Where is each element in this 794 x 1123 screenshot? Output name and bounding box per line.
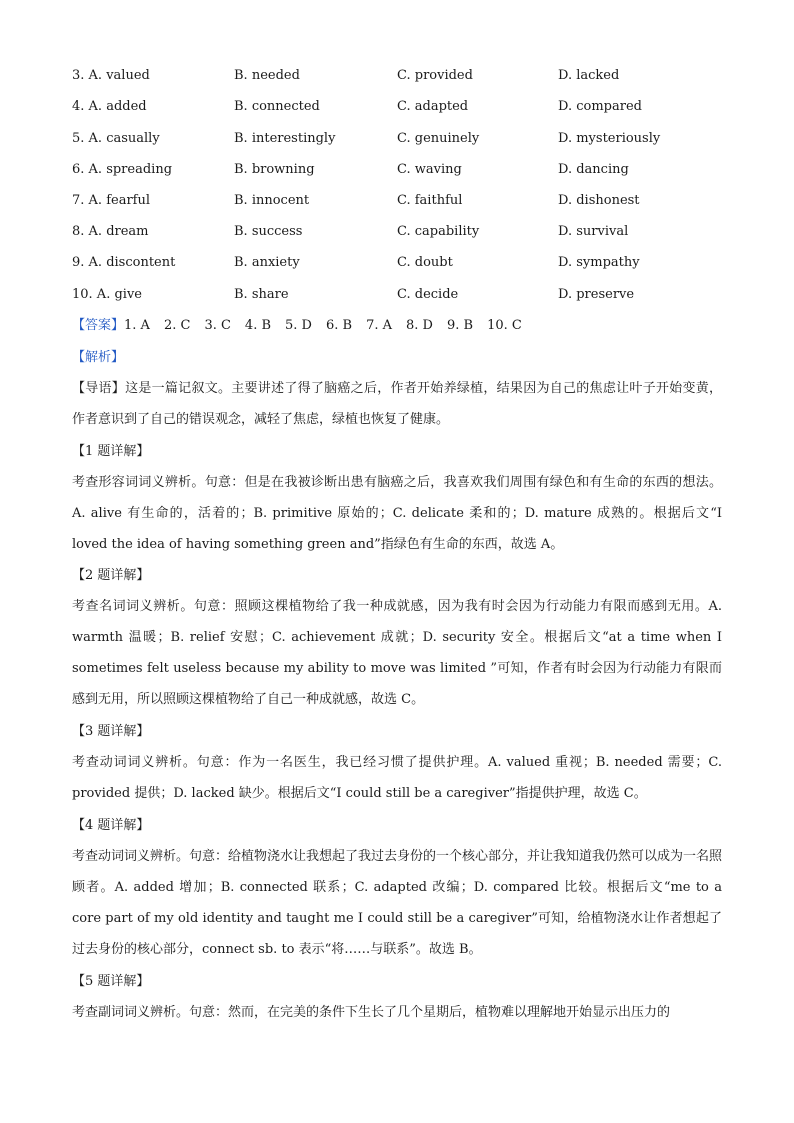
analysis-tag: 【解析】 (72, 350, 125, 365)
detail-text: 考查副词词义辨析。句意：然而，在完美的条件下生长了几个星期后，植物难以理解地开始显示出压力的 (72, 1005, 671, 1020)
answer-item: 8. D (406, 318, 433, 333)
detail-tag: 【5 题详解】 (72, 974, 150, 989)
detail-heading (72, 560, 722, 591)
option-b: B. anxiety (234, 255, 300, 270)
detail-paragraph (72, 997, 722, 1028)
option-row (72, 160, 732, 180)
option-c: C. capability (397, 224, 480, 239)
answer-item: 2. C (163, 318, 191, 333)
option-row (72, 66, 732, 86)
detail-paragraph (72, 747, 722, 809)
detail-heading (72, 436, 722, 467)
answer-tag: 【答案】 (72, 318, 125, 333)
option-b: B. connected (234, 99, 320, 114)
analysis-heading (72, 342, 722, 373)
option-c: C. decide (397, 287, 459, 302)
intro-paragraph (72, 373, 722, 435)
detail-heading (72, 716, 722, 747)
option-a: 10. A. give (72, 287, 142, 302)
detail-heading (72, 810, 722, 841)
option-a: 9. A. discontent (72, 255, 176, 270)
option-b: B. share (234, 287, 289, 302)
intro-tag: 【导语】 (72, 381, 126, 396)
answer-item: 10. C (487, 318, 522, 333)
option-d: D. mysteriously (558, 131, 661, 146)
option-row (72, 222, 732, 242)
detail-text: 考查形容词词义辨析。句意：但是在我被诊断出患有脑癌之后，我喜欢我们周围有绿色和有生命的东西的想法。A. alive 有生命的，活着的；B. primitive 原始的；C. delicate 柔和的；D. mature 成熟的。根据后文“I loved the idea of having something green and”指绿色有生命的东西，故选 A。 (72, 475, 722, 552)
option-c: C. waving (397, 162, 462, 177)
option-row (72, 253, 732, 273)
option-row (72, 129, 732, 149)
option-row (72, 285, 732, 305)
option-a: 6. A. spreading (72, 162, 173, 177)
option-c: C. doubt (397, 255, 453, 270)
option-a: 8. A. dream (72, 224, 149, 239)
answer-item: 5. D (285, 318, 312, 333)
answer-item: 3. C (204, 318, 231, 333)
option-row (72, 97, 732, 117)
option-c: C. genuinely (397, 131, 480, 146)
detail-paragraph (72, 467, 722, 560)
option-d: D. dancing (558, 162, 629, 177)
option-d: D. compared (558, 99, 642, 114)
option-a: 4. A. added (72, 99, 147, 114)
option-d: D. preserve (558, 287, 635, 302)
option-c: C. faithful (397, 193, 463, 208)
option-a: 5. A. casually (72, 131, 160, 146)
option-d: D. sympathy (558, 255, 640, 270)
answer-item: 6. B (325, 318, 353, 333)
detail-text: 考查动词词义辨析。句意：作为一名医生，我已经习惯了提供护理。A. valued 重视；B. needed 需要；C. provided 提供；D. lacked 缺少。根据后文“I could still be a caregiver”指提供护理，故选 C。 (72, 755, 722, 801)
detail-tag: 【1 题详解】 (72, 444, 150, 459)
answer-item: 1. A (124, 318, 150, 333)
option-row (72, 191, 732, 211)
option-b: B. needed (234, 68, 300, 83)
detail-text: 考查动词词义辨析。句意：给植物浇水让我想起了我过去身份的一个核心部分，并让我知道我仍然可以成为一名照顾者。A. added 增加；B. connected 联系；C. adapted 改编；D. compared 比较。根据后文“me to a core part of my old identity and taught me I could still be a caregiver”可知，给植物浇水让作者想起了过去身份的核心部分，connect sb. to 表示“将……与联系”。故选 B。 (72, 849, 723, 957)
detail-tag: 【2 题详解】 (72, 568, 150, 583)
detail-text: 考查名词词义辨析。句意：照顾这棵植物给了我一种成就感，因为我有时会因为行动能力有限而感到无用。A. warmth 温暖；B. relief 安慰；C. achievement 成就；D. security 安全。根据后文“at a time when I sometimes felt useless because my ability to move was limited ”可知，作者有时会因为行动能力有限而感到无用，所以照顾这棵植物给了自己一种成就感，故选 C。 (72, 599, 722, 707)
detail-heading (72, 966, 722, 997)
option-b: B. success (234, 224, 303, 239)
option-b: B. browning (234, 162, 315, 177)
answer-item: 7. A (366, 318, 393, 333)
option-c: C. provided (397, 68, 473, 83)
detail-tag: 【4 题详解】 (72, 818, 150, 833)
option-c: C. adapted (397, 99, 469, 114)
answer-line (72, 316, 536, 336)
option-a: 7. A. fearful (72, 193, 150, 208)
intro-text: 这是一篇记叙文。主要讲述了得了脑癌之后，作者开始养绿植，结果因为自己的焦虑让叶子开始变黄，作者意识到了自己的错误观念，减轻了焦虑，绿植也恢复了健康。 (72, 381, 722, 427)
detail-tag: 【3 题详解】 (72, 724, 150, 739)
answer-item: 4. B (244, 318, 272, 333)
option-d: D. dishonest (558, 193, 640, 208)
option-d: D. survival (558, 224, 629, 239)
option-a: 3. A. valued (72, 68, 150, 83)
detail-paragraph (72, 841, 722, 965)
option-b: B. innocent (234, 193, 310, 208)
option-d: D. lacked (558, 68, 620, 83)
detail-paragraph (72, 591, 722, 715)
option-b: B. interestingly (234, 131, 336, 146)
answer-item: 9. B (446, 318, 474, 333)
